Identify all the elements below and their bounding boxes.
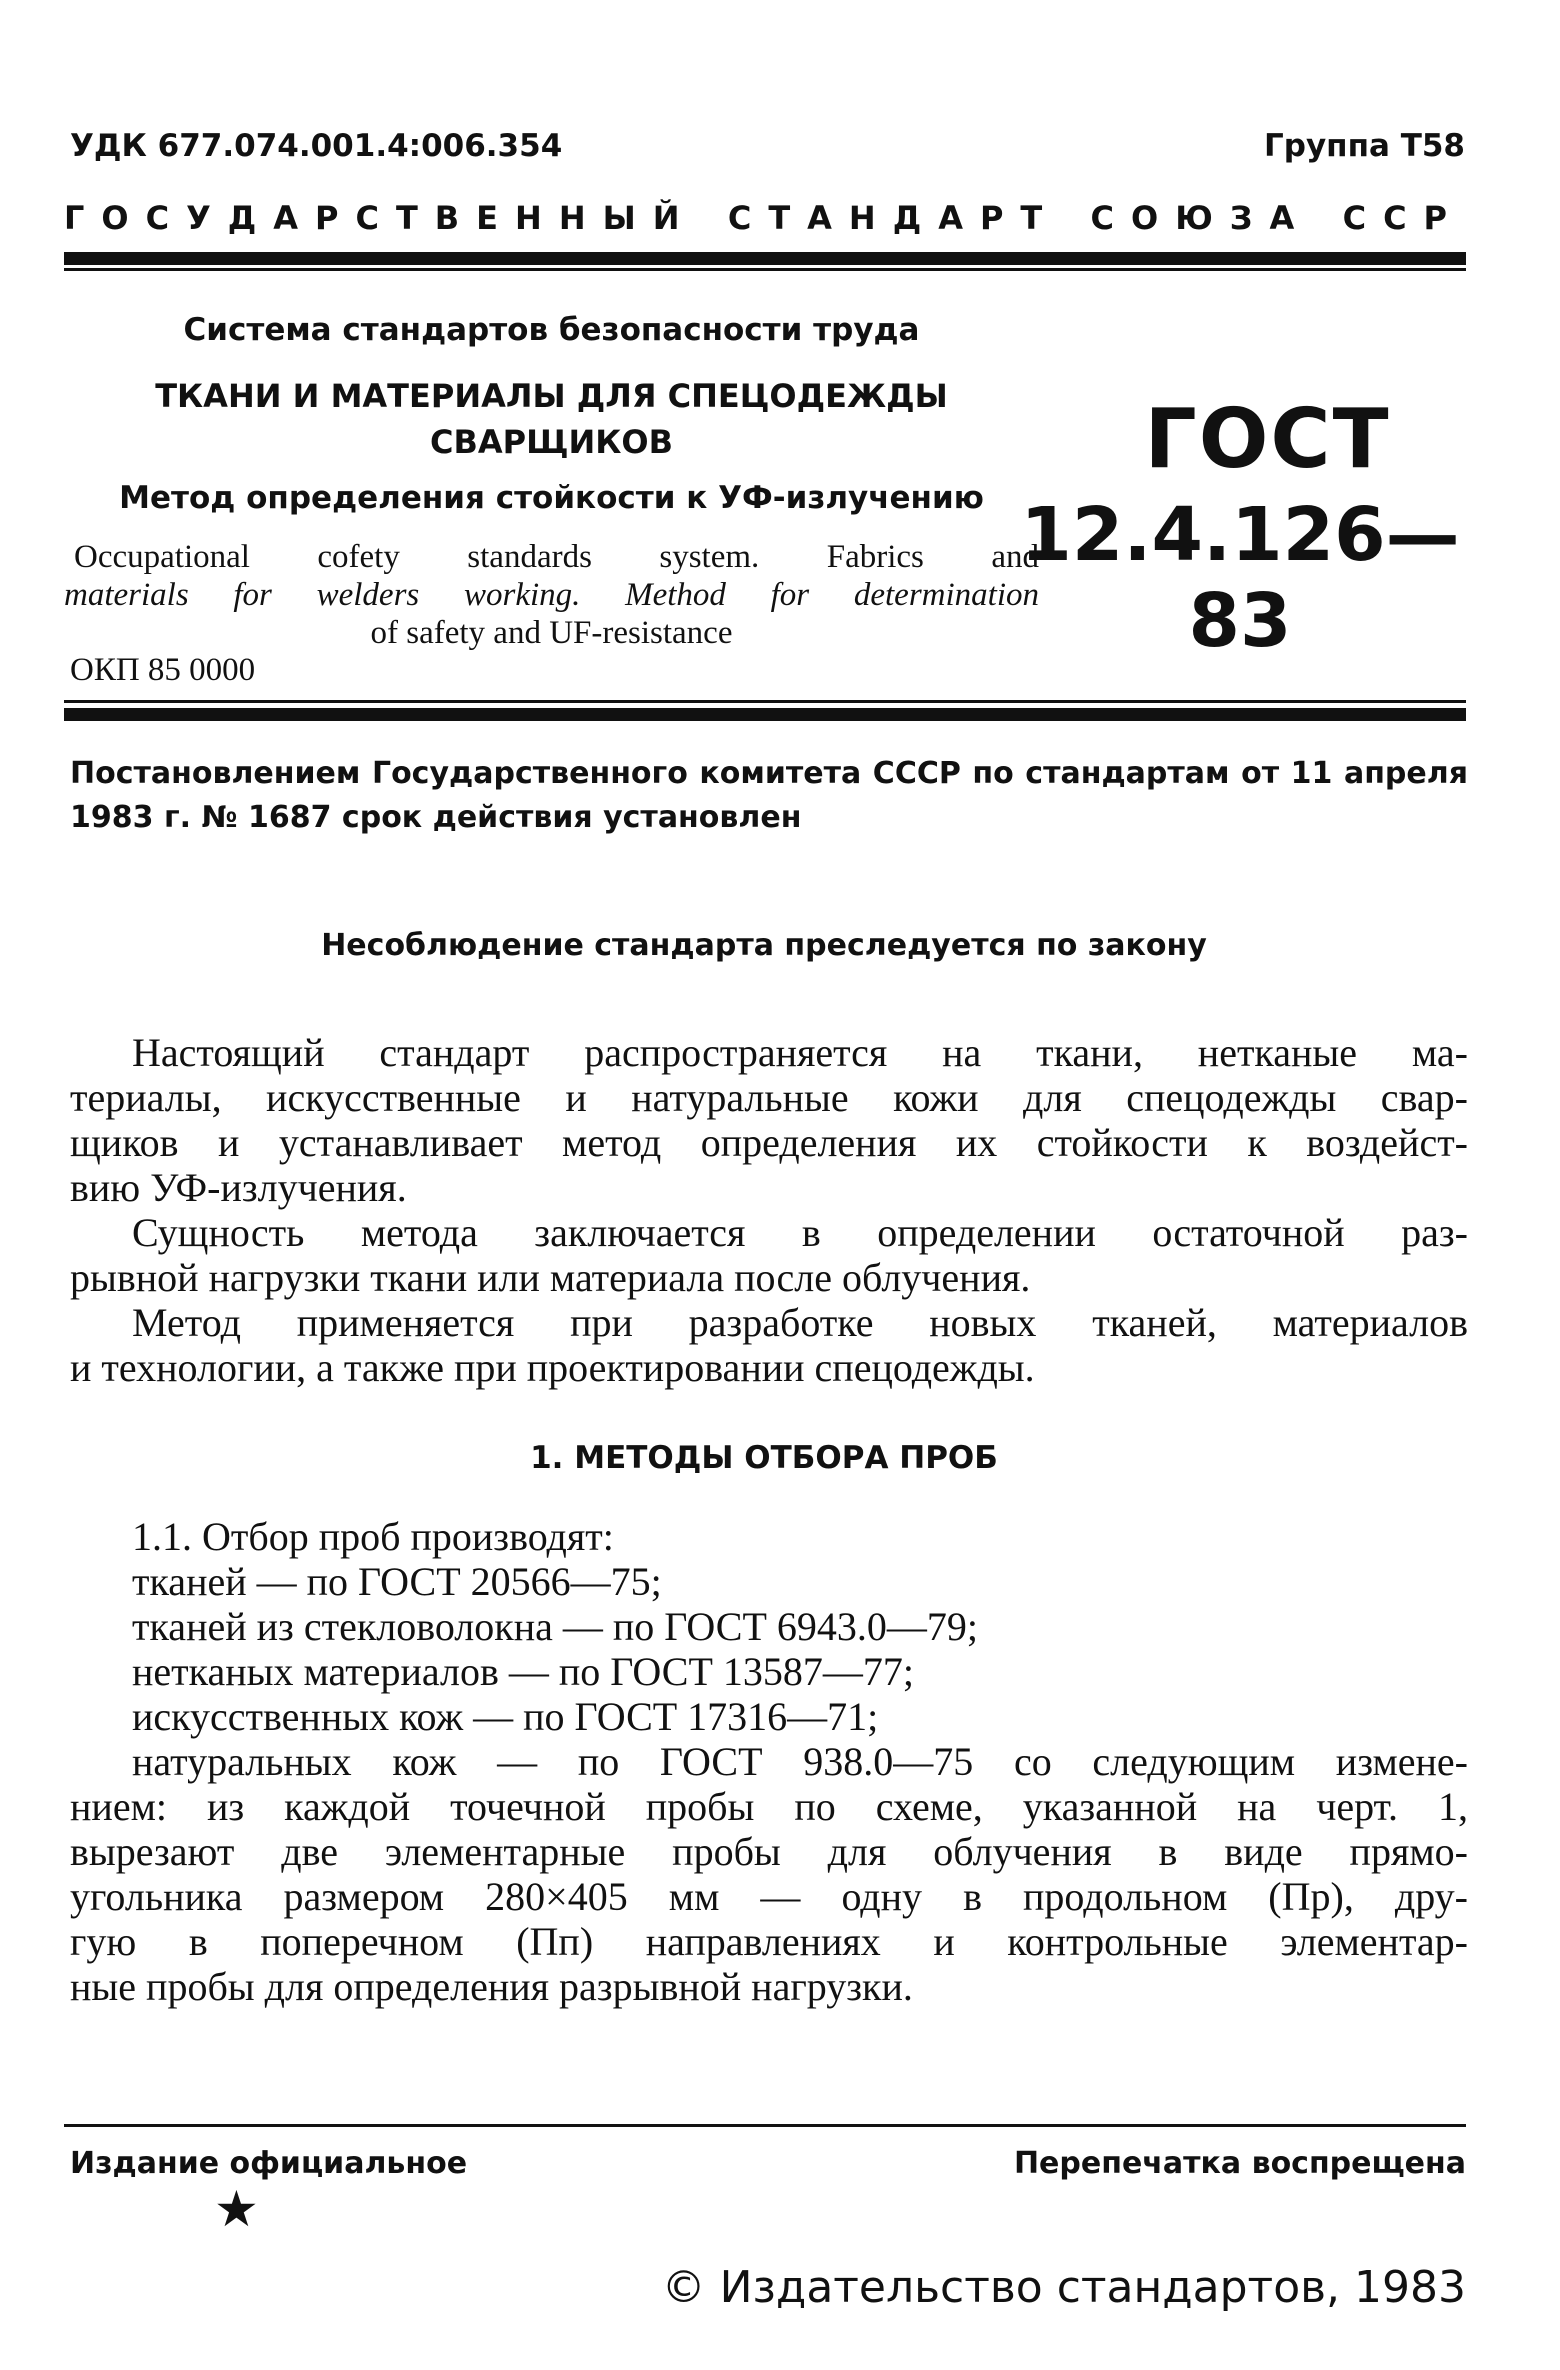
method-subtitle: Метод определения стойкости к УФ-излучению [119, 480, 984, 516]
paragraph-line: Сущность метода заключается в определении остаточной раз- [132, 1210, 1468, 1255]
star-icon: ★ [214, 2180, 259, 2238]
paragraph-line: вию УФ-излучения. [70, 1165, 407, 1210]
publisher-copyright: © Издательство стандартов, 1983 [661, 2262, 1466, 2313]
decree-text [70, 752, 1468, 840]
leather-line: угольника размером 280×405 мм — одну в продольном (Пр), дру- [70, 1874, 1468, 1919]
leather-line: нием: из каждой точечной пробы по схеме, указанной на черт. 1, [70, 1784, 1468, 1829]
document-title [64, 373, 1039, 465]
paragraph-line: Метод применяется при разработке новых тканей, материалов [132, 1300, 1468, 1345]
footer-divider [64, 2124, 1466, 2127]
banner-word-4: ССР [1342, 199, 1464, 237]
banner-word-1: ГОСУДАРСТВЕННЫЙ [64, 199, 697, 237]
top-divider-thick [64, 252, 1466, 265]
leather-line: вырезают две элементарные пробы для облучения в виде прямо- [70, 1829, 1468, 1874]
sampling-item: тканей из стекловолокна — по ГОСТ 6943.0—79; [132, 1604, 978, 1649]
decree-line-1: Постановлением Государственного комитета СССР по стандартам от 11 апреля [70, 756, 1468, 791]
reprint-prohibited: Перепечатка воспрещена [1013, 2146, 1466, 2181]
intro-paragraph-1 [70, 1030, 1468, 1210]
official-edition: Издание официальное [70, 2146, 468, 2181]
section-1-heading: 1. МЕТОДЫ ОТБОРА ПРОБ [530, 1440, 998, 1476]
banner-word-3: СОЮЗА [1090, 199, 1312, 237]
leather-line: ные пробы для определения разрывной нагрузки. [70, 1964, 913, 2009]
english-line-3: of safety and UF-resistance [370, 615, 733, 651]
leather-line: гую в поперечном (Пп) направлениях и контрольные элементар- [70, 1919, 1468, 1964]
intro-paragraph-2 [70, 1210, 1468, 1300]
title-line-1: ТКАНИ И МАТЕРИАЛЫ ДЛЯ СПЕЦОДЕЖДЫ [155, 377, 948, 415]
standards-system: Система стандартов безопасности труда [183, 312, 920, 348]
title-divider-thin [64, 700, 1466, 703]
paragraph-line: щиков и устанавливает метод определения их стойкости к воздейст- [70, 1120, 1468, 1165]
paragraph-line: териалы, искусственные и натуральные кожи для спецодежды свар- [70, 1075, 1468, 1120]
gost-label: ГОСТ [1144, 392, 1391, 487]
paragraph-line: и технологии, а также при проектировании спецодежды. [70, 1345, 1035, 1390]
section-1-items [70, 1514, 1468, 2009]
paragraph-line: рывной нагрузки ткани или материала после облучения. [70, 1255, 1031, 1300]
sampling-item: тканей — по ГОСТ 20566—75; [132, 1559, 662, 1604]
top-divider-thin [64, 268, 1466, 271]
sampling-item: нетканых материалов — по ГОСТ 13587—77; [132, 1649, 914, 1694]
title-line-2: СВАРЩИКОВ [429, 423, 674, 461]
udk-code: УДК 677.074.001.4:006.354 [70, 128, 563, 164]
decree-line-2: 1983 г. № 1687 срок действия установлен [70, 800, 802, 835]
title-divider-thick [64, 708, 1466, 721]
leather-line: натуральных кож — по ГОСТ 938.0—75 со следующим измене- [132, 1739, 1468, 1784]
okp-code: ОКП 85 0000 [70, 652, 256, 688]
violation-notice: Несоблюдение стандарта преследуется по закону [321, 928, 1207, 963]
group-code: Группа Т58 [1264, 128, 1465, 164]
english-title [64, 538, 1039, 652]
sampling-item: 1.1. Отбор проб производят: [132, 1514, 614, 1559]
english-line-2: materials for welders working. Method for determination [64, 577, 1039, 613]
english-line-1: Occupational cofety standards system. Fabrics and [74, 539, 1039, 575]
banner-word-2: СТАНДАРТ [727, 199, 1060, 237]
intro-paragraph-3 [70, 1300, 1468, 1390]
sampling-item: искусственных кож — по ГОСТ 17316—71; [132, 1694, 879, 1739]
state-standard-banner [64, 198, 1464, 238]
paragraph-line: Настоящий стандарт распространяется на ткани, нетканые ма- [132, 1030, 1468, 1075]
gost-number: 12.4.126—83 [1020, 492, 1460, 664]
